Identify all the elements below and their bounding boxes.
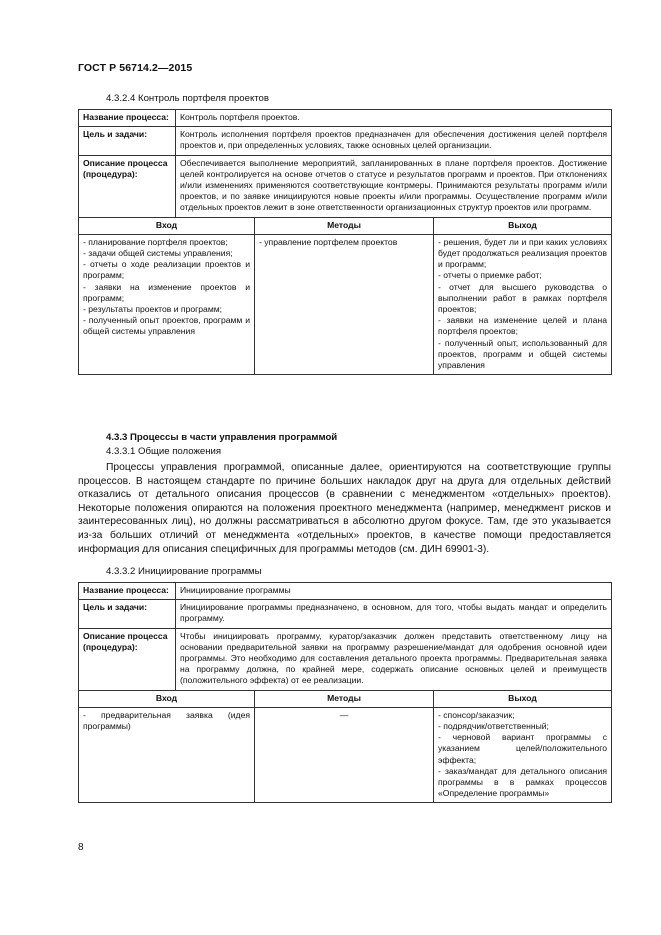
table-row xyxy=(79,155,612,217)
process-table-program-initiation xyxy=(78,582,612,803)
input-list: - предварительная заявка (идея программы) xyxy=(79,707,255,803)
column-header-output: Выход xyxy=(434,217,612,234)
output-list: - решения, будет ли и при каких условиях будет продолжаться реализация проектов и программ; - отчеты о приемке работ; - отчет для высшего руководства о выполнении работ в рамках портфеля проектов; - заявки на изменение целей и плана портфеля проектов; - полученный опыт, использованный для проектов, программ и общей системы управления xyxy=(434,234,612,374)
process-name-label: Название процесса: xyxy=(79,583,176,600)
body-paragraph: Процессы управления программой, описанные далее, ориентируются на соответствующие группы процессов. В настоящем стандарте по причине больших накладок друг на друга для отдельных действий отказались от детального описания процессов (в сравнении с менеджментом «отдельных» проектов). Некоторые положения опираются на положения проектного менеджмента (например, менеджмент рисков и заинтересованных лиц), но должны рассматриваться в абсолютно другом фокусе. Там, где это указывается из-за больших отличий от менеджмента «отдельных» проектов, в качестве помощи предоставляется информация для описания специфичных для программы методов (см. ДИН 69901-3). xyxy=(78,462,611,555)
column-header-input: Вход xyxy=(79,690,255,707)
table-row xyxy=(79,628,612,690)
goal-value: Контроль исполнения портфеля проектов предназначен для обеспечения достижения целей портфеля проектов и, при определенных условиях, также основных целей организации. xyxy=(176,127,612,155)
section-heading-program-management: 4.3.3 Процессы в части управления программой xyxy=(106,432,338,443)
description-label: Описание процесса (процедура): xyxy=(79,155,176,217)
table-row xyxy=(79,707,612,803)
section-heading-portfolio-control: 4.3.2.4 Контроль портфеля проектов xyxy=(106,93,269,104)
description-value: Обеспечивается выполнение мероприятий, запланированных в плане портфеля проектов. Достижение целей контролируется на основе отчетов о статусе и результатов программ и проектов. При отклонениях и/или изменениях применяются соответствующие контрмеры. Принимаются результаты программ и/или проектов, и по заявке инициируются новые проекты и/или программы. Осуществление программ и/или отдельных проектов лежит в зоне ответственности организационных структур проектов или программ. xyxy=(176,155,612,217)
subsection-heading-general: 4.3.3.1 Общие положения xyxy=(106,446,222,457)
description-label: Описание процесса (процедура): xyxy=(79,628,176,690)
page-number: 8 xyxy=(78,842,84,853)
input-list: - планирование портфеля проектов; - задачи общей системы управления; - отчеты о ходе реализации проектов и программ; - заявки на изменение проектов и программ; - результаты проектов и программ; - полученный опыт проектов, программ и общей системы управления xyxy=(79,234,255,374)
table-row xyxy=(79,600,612,628)
column-header-input: Вход xyxy=(79,217,255,234)
column-header-output: Выход xyxy=(434,690,612,707)
table-row xyxy=(79,110,612,127)
goal-value: Инициирование программы предназначено, в основном, для того, чтобы выдать мандат и определить программу. xyxy=(176,600,612,628)
column-header-methods: Методы xyxy=(255,217,434,234)
table-row xyxy=(79,127,612,155)
methods-list: — xyxy=(255,707,434,803)
table-header-row xyxy=(79,217,612,234)
process-table-portfolio-control xyxy=(78,109,612,375)
description-value: Чтобы инициировать программу, куратор/заказчик должен представить ответственному лицу на основании предварительной заявки на программу разрешение/мандат для одобрения основной идеи программы. Это необходимо для составления детального проекта программы. Предварительная заявка на программу должна, по крайней мере, содержать описание основных целей и преимуществ (положительного эффекта) от ее реализации. xyxy=(176,628,612,690)
document-title: ГОСТ Р 56714.2—2015 xyxy=(78,62,193,74)
table-row xyxy=(79,583,612,600)
table-header-row xyxy=(79,690,612,707)
goal-label: Цель и задачи: xyxy=(79,127,176,155)
subsection-heading-program-initiation: 4.3.3.2 Инициирование программы xyxy=(106,566,262,577)
process-name-label: Название процесса: xyxy=(79,110,176,127)
process-name-value: Инициирование программы xyxy=(176,583,612,600)
methods-list: - управление портфелем проектов xyxy=(255,234,434,374)
output-list: - спонсор/заказчик; - подрядчик/ответственный; - черновой вариант программы с указанием целей/положительного эффекта; - заказ/мандат для детального описания программы в в рамках процессов «Определение программы» xyxy=(434,707,612,803)
column-header-methods: Методы xyxy=(255,690,434,707)
goal-label: Цель и задачи: xyxy=(79,600,176,628)
table-row xyxy=(79,234,612,374)
process-name-value: Контроль портфеля проектов. xyxy=(176,110,612,127)
